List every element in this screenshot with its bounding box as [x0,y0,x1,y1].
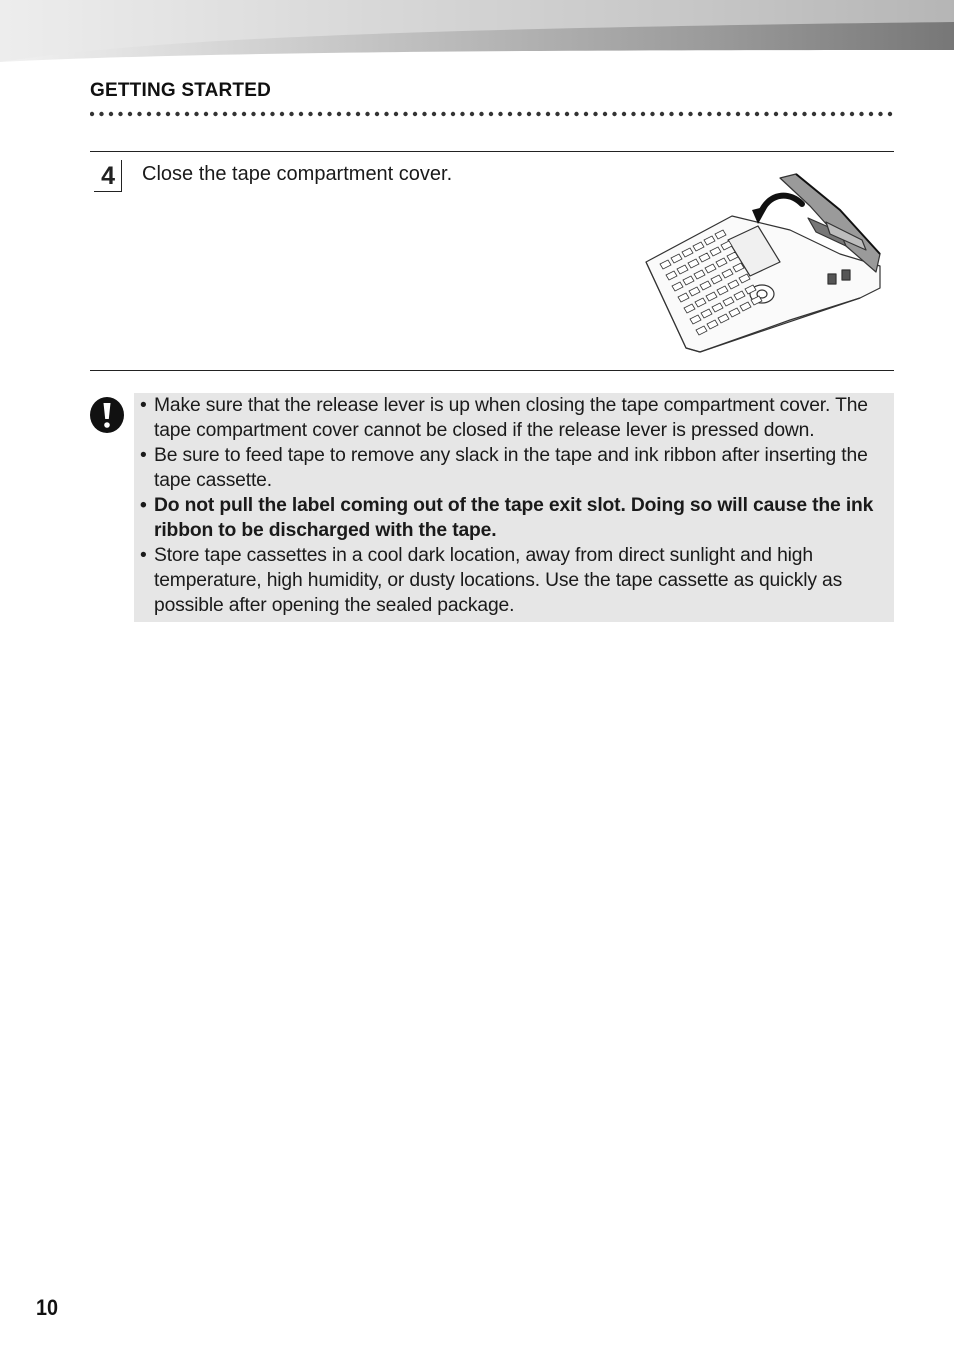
divider-dot [403,112,407,116]
divider-dot [308,112,312,116]
divider-dot [232,112,236,116]
divider-dot [802,112,806,116]
divider-dot [840,112,844,116]
page-number: 10 [36,1295,59,1320]
divider-dot [812,112,816,116]
divider-dot [774,112,778,116]
caution-item-2 [140,443,890,493]
divider-dot [574,112,578,116]
divider-dot [128,112,132,116]
divider-dot [717,112,721,116]
divider-dot [555,112,559,116]
bullet: • [140,495,147,516]
label-printer-closing-cover-illustration [640,170,888,356]
bullet: • [140,395,147,416]
divider-dot [584,112,588,116]
divider-dot [242,112,246,116]
divider-dot [213,112,217,116]
divider-dot [783,112,787,116]
divider-dot [764,112,768,116]
divider-dot [327,112,331,116]
divider-dot [878,112,882,116]
divider-dot [175,112,179,116]
divider-dot [631,112,635,116]
divider-dot [422,112,426,116]
divider-dot [641,112,645,116]
step-instruction: Close the tape compartment cover. [142,163,453,185]
divider-dot [223,112,227,116]
divider-dot [280,112,284,116]
divider-dot [318,112,322,116]
divider-dot [109,112,113,116]
divider-dot [251,112,255,116]
bullet: • [140,545,147,566]
divider-dot [793,112,797,116]
divider-dot [869,112,873,116]
divider-dot [660,112,664,116]
section-title: GETTING STARTED [90,80,272,101]
divider-dot [546,112,550,116]
divider-dot [147,112,151,116]
step-bottom-rule [90,370,894,371]
divider-dot [413,112,417,116]
divider-dot [612,112,616,116]
divider-dot [498,112,502,116]
divider-dot [736,112,740,116]
divider-dot [859,112,863,116]
divider-dot [698,112,702,116]
divider-dot [688,112,692,116]
divider-dot [536,112,540,116]
divider-dot [679,112,683,116]
caution-list [140,393,890,618]
divider-dot [441,112,445,116]
caution-item-text: Be sure to feed tape to remove any slack in the tape and ink ribbon after inserting the tape cassette. [154,445,868,491]
header-gradient-band [0,0,954,62]
divider-dot [831,112,835,116]
divider-dot [156,112,160,116]
divider-dot [821,112,825,116]
divider-dot [888,112,892,116]
divider-dot [365,112,369,116]
divider-dot [375,112,379,116]
divider-dot [194,112,198,116]
caution-note-box [134,393,894,622]
divider-dot [565,112,569,116]
bullet: • [140,445,147,466]
caution-item-text: Do not pull the label coming out of the tape exit slot. Doing so will cause the ink ribbon to be discharged with the tape. [154,495,874,541]
divider-dot [603,112,607,116]
divider-dot [90,112,94,116]
divider-dot [270,112,274,116]
divider-dot [850,112,854,116]
divider-dot [137,112,141,116]
divider-dot [517,112,521,116]
divider-dot [118,112,122,116]
divider-dot [346,112,350,116]
divider-dot [432,112,436,116]
divider-dot [726,112,730,116]
divider-dot [299,112,303,116]
divider-dot [451,112,455,116]
divider-dot [289,112,293,116]
divider-dot [755,112,759,116]
divider-dot [745,112,749,116]
divider-dot [261,112,265,116]
divider-dot [508,112,512,116]
divider-dot [489,112,493,116]
divider-dot [384,112,388,116]
caution-item-1 [140,393,890,443]
caution-item-text: Make sure that the release lever is up when closing the tape compartment cover. The tape compartment cover cannot be closed if the release lever is pressed down. [154,395,868,441]
divider-dot [460,112,464,116]
divider-dot [99,112,103,116]
divider-dot [650,112,654,116]
divider-dot [185,112,189,116]
caution-item-4 [140,543,890,618]
divider-dot [593,112,597,116]
divider-dot [166,112,170,116]
divider-dot [470,112,474,116]
divider-dot [356,112,360,116]
step-top-rule [90,151,894,152]
divider-dot [527,112,531,116]
divider-dot [479,112,483,116]
divider-dot [204,112,208,116]
dotted-divider [90,110,896,118]
step-number: 4 [94,160,122,192]
divider-dot [394,112,398,116]
divider-dot [337,112,341,116]
caution-item-3 [140,493,890,543]
caution-exclamation-icon [89,396,125,434]
caution-item-text: Store tape cassettes in a cool dark location, away from direct sunlight and high temperature, high humidity, or dusty locations. Use the tape cassette as quickly as possible after opening the sealed package. [154,545,843,616]
divider-dot [707,112,711,116]
divider-dot [622,112,626,116]
divider-dot [669,112,673,116]
